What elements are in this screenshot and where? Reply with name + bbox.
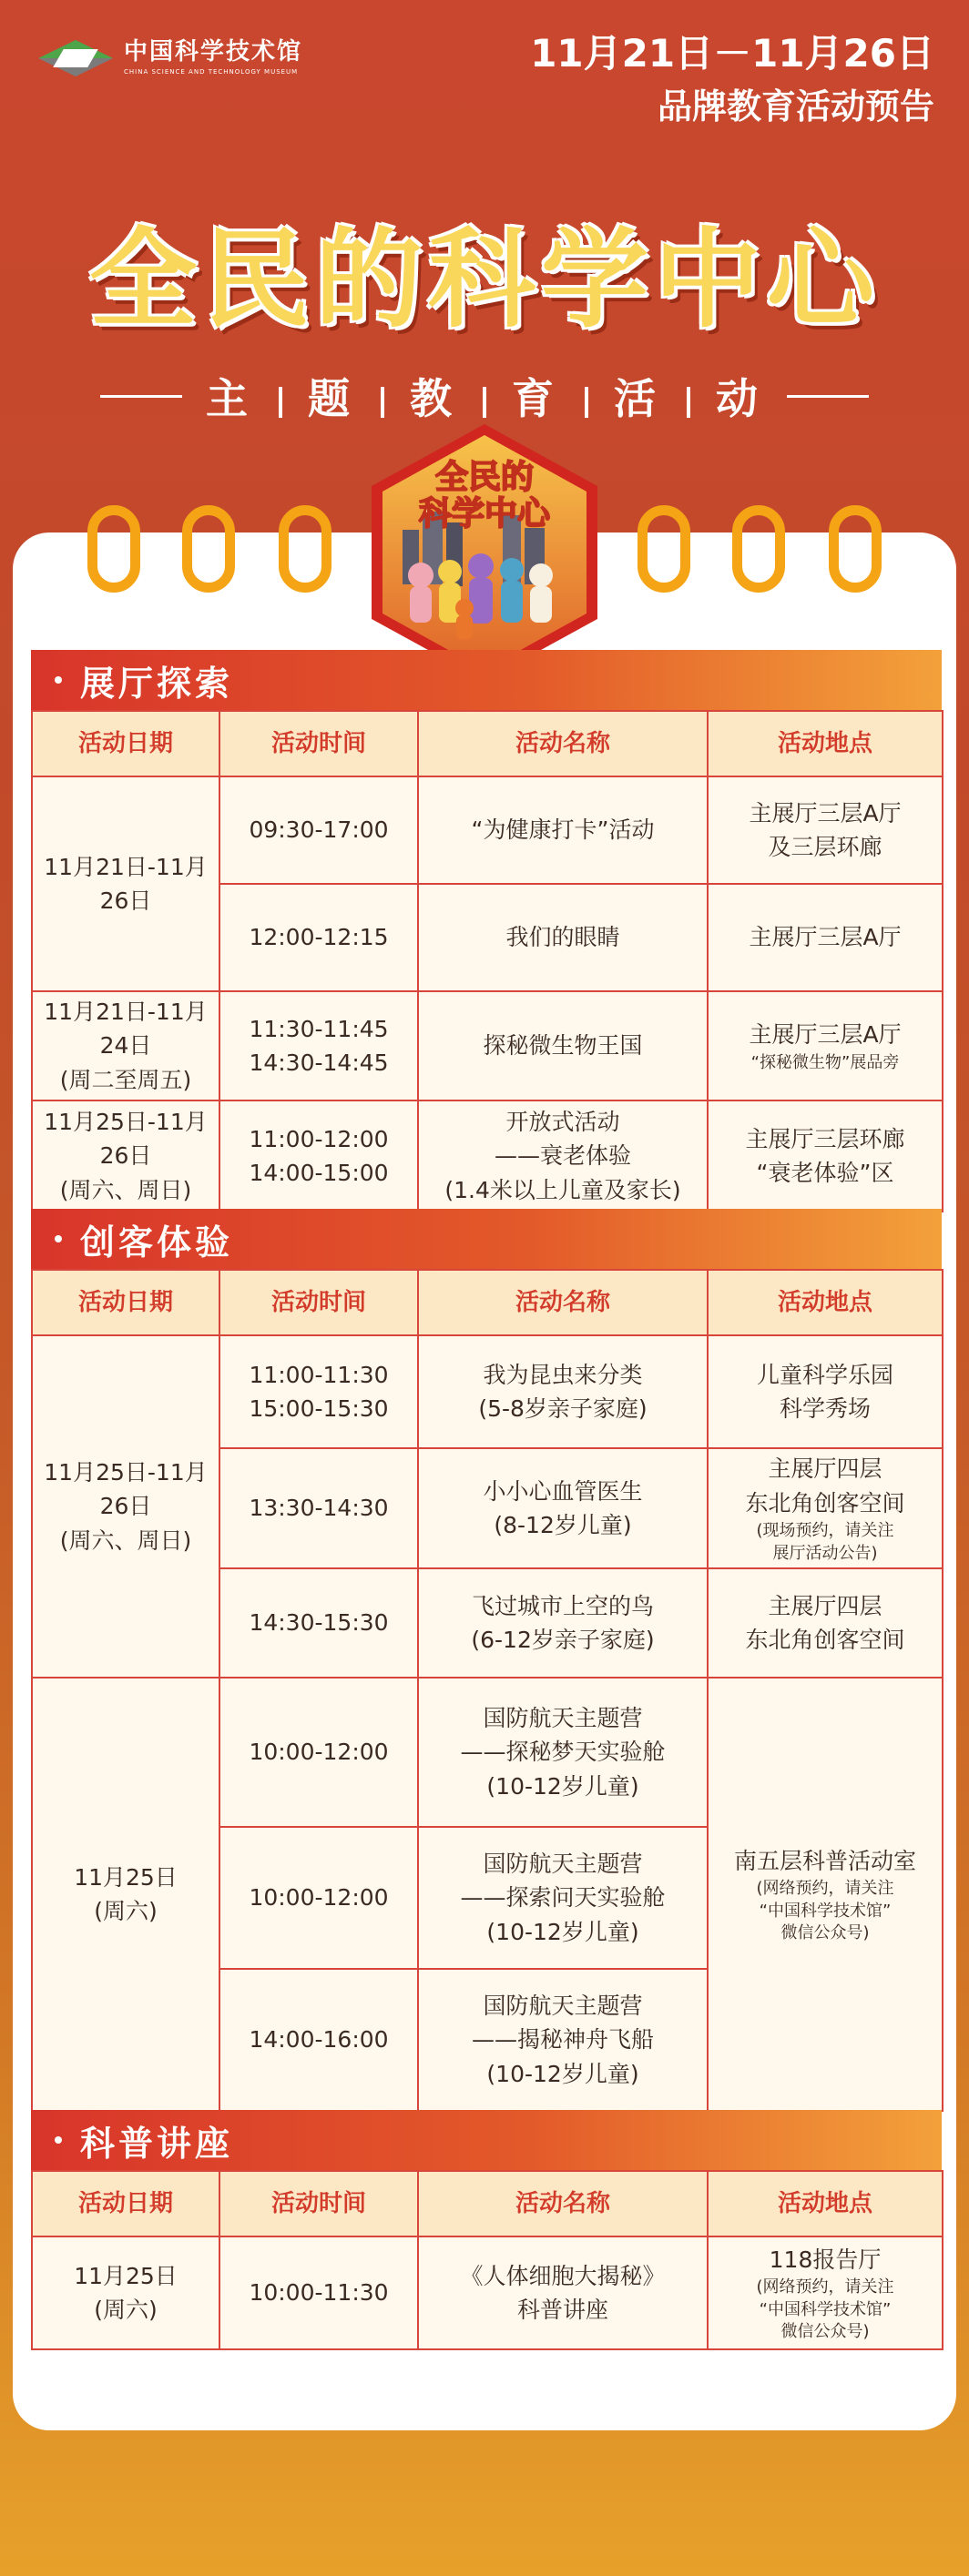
cell-name: 开放式活动 ——衰老体验 (1.4米以上儿童及家长)	[418, 1100, 708, 1212]
cell-place: 主展厅四层 东北角创客空间	[708, 1568, 943, 1678]
cell-date: 11月25日 (周六)	[32, 2236, 219, 2349]
theme-text: 主 题 教 育 活 动	[206, 374, 763, 423]
col-header-date: 活动日期	[32, 1270, 219, 1335]
col-header-place: 活动地点	[708, 711, 943, 776]
cell-time: 11:00-11:30 15:00-15:30	[219, 1335, 418, 1448]
schedule-table-exhibit	[31, 710, 944, 1212]
schedule-table-lecture	[31, 2170, 944, 2350]
binder-ring-icon	[829, 505, 882, 593]
col-header-name: 活动名称	[418, 711, 708, 776]
col-header-time: 活动时间	[219, 1270, 418, 1335]
cell-time: 09:30-17:00	[219, 776, 418, 884]
cell-name: 我为昆虫来分类 (5-8岁亲子家庭)	[418, 1335, 708, 1448]
table-row	[32, 1335, 943, 1448]
cell-name: 国防航天主题营 ——揭秘神舟飞船 (10-12岁儿童)	[418, 1969, 708, 2111]
cell-date: 11月25日 (周六)	[32, 1678, 219, 2111]
cell-time: 14:00-16:00	[219, 1969, 418, 2111]
col-header-name: 活动名称	[418, 1270, 708, 1335]
binder-ring-icon	[638, 505, 690, 593]
page-subtitle: 品牌教育活动预告	[657, 86, 934, 127]
table-row	[32, 1678, 943, 1827]
cell-time: 12:00-12:15	[219, 884, 418, 991]
cell-name: 我们的眼睛	[418, 884, 708, 991]
divider-left	[100, 395, 182, 398]
cell-place: 南五层科普活动室 (网络预约，请关注 “中国科学技术馆” 微信公众号)	[708, 1678, 943, 2111]
logo-name-en: CHINA SCIENCE AND TECHNOLOGY MUSEUM	[124, 67, 299, 76]
binder-ring-icon	[182, 505, 235, 593]
cell-time: 10:00-12:00	[219, 1678, 418, 1827]
binder-ring-icon	[732, 505, 785, 593]
binder-ring-icon	[279, 505, 332, 593]
theme-line	[0, 366, 969, 426]
cell-date: 11月21日-11月24日 (周二至周五)	[32, 991, 219, 1100]
cell-time: 11:30-11:45 14:30-14:45	[219, 991, 418, 1100]
col-header-date: 活动日期	[32, 711, 219, 776]
museum-logo-icon	[38, 31, 113, 76]
cell-place: 主展厅四层 东北角创客空间 (现场预约，请关注 展厅活动公告)	[708, 1448, 943, 1568]
col-header-date: 活动日期	[32, 2171, 219, 2236]
col-header-place: 活动地点	[708, 1270, 943, 1335]
cell-place: 主展厅三层A厅 及三层环廊	[708, 776, 943, 884]
col-header-time: 活动时间	[219, 711, 418, 776]
section-title-exhibit: 展厅探索	[31, 650, 942, 710]
col-header-time: 活动时间	[219, 2171, 418, 2236]
cell-date: 11月25日-11月26日 (周六、周日)	[32, 1100, 219, 1212]
cell-name: 国防航天主题营 ——探秘梦天实验舱 (10-12岁儿童)	[418, 1678, 708, 1827]
cell-place: 主展厅三层A厅	[708, 884, 943, 991]
badge-line1: 全民的	[434, 459, 535, 496]
page-title: 全民的科学中心	[88, 217, 880, 342]
cell-date: 11月21日-11月26日	[32, 776, 219, 991]
divider-right	[787, 395, 869, 398]
cell-place: 主展厅三层环廊 “衰老体验”区	[708, 1100, 943, 1212]
cell-time: 10:00-12:00	[219, 1827, 418, 1969]
section-title-maker: 创客体验	[31, 1209, 942, 1269]
cell-time: 10:00-11:30	[219, 2236, 418, 2349]
table-row	[32, 1100, 943, 1212]
table-row	[32, 991, 943, 1100]
section-title-lecture: 科普讲座	[31, 2110, 942, 2170]
cell-place: 主展厅三层A厅 “探秘微生物”展品旁	[708, 991, 943, 1100]
badge-line2: 科学中心	[418, 495, 551, 532]
date-range: 11月21日－11月26日	[530, 31, 934, 76]
cell-name: 小小心血管医生 (8-12岁儿童)	[418, 1448, 708, 1568]
table-row	[32, 776, 943, 884]
museum-logo	[38, 31, 302, 76]
cell-date: 11月25日-11月26日 (周六、周日)	[32, 1335, 219, 1678]
cell-time: 13:30-14:30	[219, 1448, 418, 1568]
cell-time: 14:30-15:30	[219, 1568, 418, 1678]
theme-badge	[366, 421, 603, 685]
cell-name: 《人体细胞大揭秘》 科普讲座	[418, 2236, 708, 2349]
binder-ring-icon	[87, 505, 140, 593]
col-header-place: 活动地点	[708, 2171, 943, 2236]
cell-name: 飞过城市上空的鸟 (6-12岁亲子家庭)	[418, 1568, 708, 1678]
cell-place: 儿童科学乐园 科学秀场	[708, 1335, 943, 1448]
cell-place: 118报告厅 (网络预约，请关注 “中国科学技术馆” 微信公众号)	[708, 2236, 943, 2349]
col-header-name: 活动名称	[418, 2171, 708, 2236]
cell-name: 国防航天主题营 ——探索问天实验舱 (10-12岁儿童)	[418, 1827, 708, 1969]
table-row	[32, 2236, 943, 2349]
schedule-table-maker	[31, 1269, 944, 2112]
cell-name: “为健康打卡”活动	[418, 776, 708, 884]
cell-name: 探秘微生物王国	[418, 991, 708, 1100]
cell-time: 11:00-12:00 14:00-15:00	[219, 1100, 418, 1212]
logo-name-cn: 中国科学技术馆	[124, 37, 303, 66]
